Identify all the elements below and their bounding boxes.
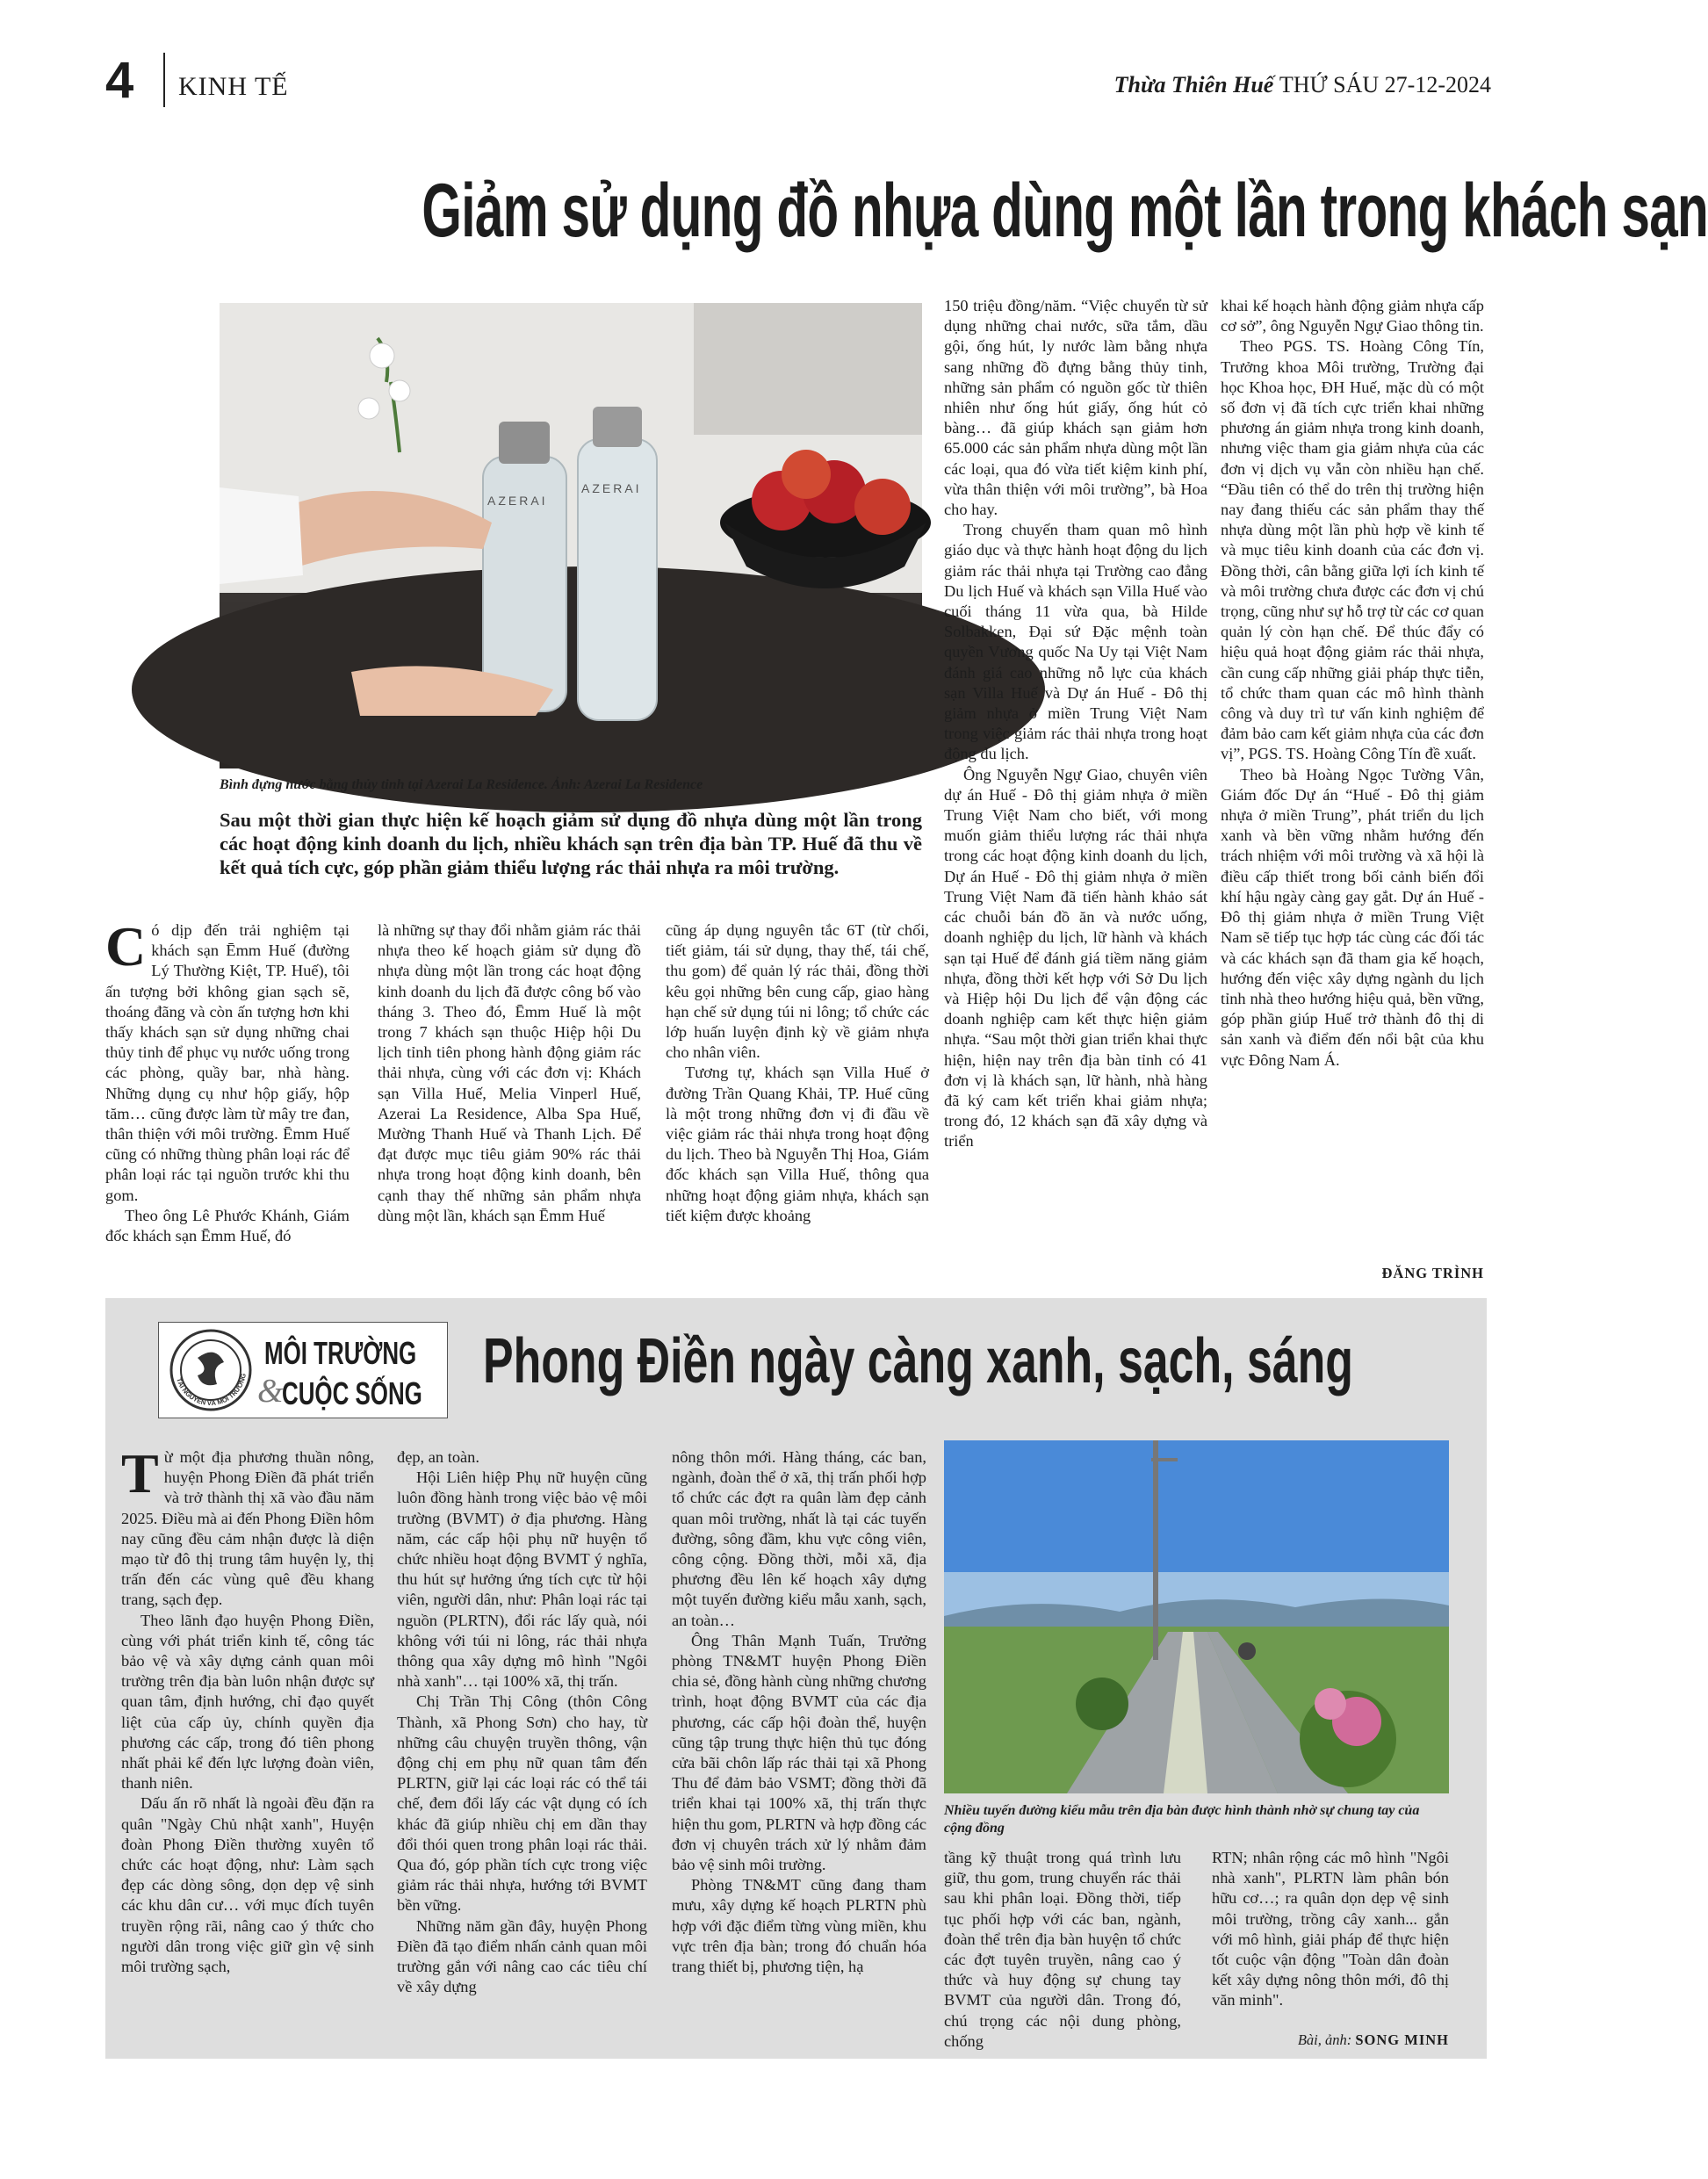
article2-column-1 (121, 1442, 374, 1977)
article1-photo (220, 303, 922, 768)
article1-headline: Giảm sử dụng đồ nhựa dùng một lần trong khách sạn (422, 169, 1708, 253)
road-landscape-illustration (944, 1440, 1449, 1793)
paragraph: cũng áp dụng nguyên tắc 6T (từ chối, tiết giảm, tái sử dụng, thay thế, tái chế, thu gom) để quản lý rác thải, đồng thời kêu gọi những bên cung cấp, giao hàng hạn chế sử dụng túi ni lông; tổ chức các lớp huấn luyện định kỳ về giảm nhựa cho nhân viên. (666, 921, 929, 1062)
section-title: KINH TẾ (178, 72, 289, 101)
paragraph: khai kế hoạch hành động giảm nhựa cấp cơ sở”, ông Nguyễn Ngự Giao thông tin. (1221, 297, 1484, 336)
logo-line-1: MÔI TRƯỜNG (264, 1335, 417, 1371)
glass-bottles-illustration (220, 303, 922, 768)
paragraph: Hội Liên hiệp Phụ nữ huyện cũng luôn đồng hành trong việc bảo vệ môi trường (BVMT) ở địa phương. Hàng năm, các cấp hội phụ nữ huyện tổ chức nhiều hoạt động BVMT ý nghĩa, thu hút sự hưởng ứng tích cực từ hội viên, người dân, như: Phân loại rác tại nguồn (PLRTN), đổi rác lấy quà, nói không với túi ni lông, rác thải nhựa thông qua xây dựng mô hình "Ngôi nhà xanh"… tại 100% xã, thị trấn. (397, 1468, 647, 1691)
logo-ampersand: & (257, 1373, 284, 1410)
article1-column-5 (1221, 296, 1484, 1071)
article2-drop-cap: T (121, 1442, 159, 1504)
header-divider (163, 53, 165, 107)
paragraph: Theo ông Lê Phước Khánh, Giám đốc khách sạn Ēmm Huế, đó (105, 1206, 350, 1245)
issue-date: THỨ SÁU 27-12-2024 (1279, 72, 1491, 97)
article2-byline (1212, 2031, 1449, 2049)
paragraph: nông thôn mới. Hàng tháng, các ban, ngành, đoàn thể ở xã, thị trấn phối hợp tổ chức các đợt ra quân làm đẹp cảnh quan môi trường, nhất là tại các tuyến đường, sông đầm, khu vực công viên, công cộng. Đồng thời, mỗi xã, địa phương đều lên kế hoạch xây dựng một tuyến đường kiểu mẫu xanh, sạch, an toàn… (672, 1448, 926, 1629)
article1-photo-caption: Bình đựng nước bằng thủy tinh tại Azerai La Residence. Ảnh: Azerai La Residence (220, 777, 703, 792)
paragraph: ó dịp đến trải nghiệm tại khách sạn Ēmm Huế (đường Lý Thường Kiệt, TP. Huế), tôi ấn tượng bởi không gian sạch sẽ, thoáng đãng và còn ấn tượng hơn khi thấy khách sạn sử dụng những chai thủy tinh để phục vụ nước uống trong các phòng, quầy bar, nhà hàng. Những dụng cụ như hộp giấy, hộp tăm… cũng được làm từ mây tre đan, thân thiện với môi trường. Ēmm Huế cũng có những thùng phân loại rác để phân loại rác tại nguồn trước khi thu gom. (105, 921, 350, 1204)
article2-column-3 (672, 1447, 926, 1977)
article1-column-2 (378, 920, 641, 1226)
article1-headline-wrap (220, 167, 1708, 263)
paragraph: tầng kỹ thuật trong quá trình lưu giữ, thu gom, trung chuyển rác thải sau khi phân loại. Đồng thời, tiếp tục phối hợp với các ban, ngành, đoàn thể trên địa bàn huyện tổ chức các đợt tuyên truyền, nâng cao ý thức và huy động sự chung tay BVMT của người dân. Trong đó, chú trọng các nội dung phòng, chống (944, 1849, 1181, 2050)
paragraph: Ông Nguyễn Ngự Giao, chuyên viên dự án Huế - Đô thị giảm nhựa ở miền Trung Việt Nam cho biết, với mong muốn giảm thiểu lượng rác thải nhựa trong các hoạt động kinh doanh du lịch, Dự án Huế - Đô thị giảm nhựa ở miền Trung Việt Nam đã tiến hành khảo sát các chuỗi bán đồ ăn và nước uống, doanh nghiệp du lịch, lữ hành và khách sạn tại Huế để đánh giá tiềm năng giảm nhựa, đồng thời kết hợp với Sở Du lịch và Hiệp hội Du lịch để vận động các doanh nghiệp cam kết thực hiện giảm nhựa. “Sau một thời gian triển khai thực hiện, hiện nay trên địa bàn tỉnh có 41 đơn vị là khách sạn, lữ hành, nhà hàng đã ký cam kết triển khai giảm nhựa; trong đó, 12 khách sạn đã xây dựng và triển (944, 765, 1207, 1151)
article2-column-2 (397, 1447, 647, 1997)
article1-sapo: Sau một thời gian thực hiện kế hoạch giảm sử dụng đồ nhựa dùng một lần trong các hoạt động kinh doanh du lịch, nhiều khách sạn trên địa bàn TP. Huế đã thu về kết quả tích cực, góp phần giảm thiểu lượng rác thải nhựa ra môi trường. (220, 809, 922, 878)
paragraph: Phòng TN&MT cũng đang tham mưu, xây dựng kế hoạch PLRTN phù hợp với đặc điểm từng vùng miền, khu vực trên địa bàn; trong đó chuẩn hóa trang thiết bị, phương tiện, hạ (672, 1876, 926, 1976)
bottle-label-text-2: AZERAI (581, 481, 642, 495)
logo-line-2: CUỘC SỐNG (282, 1375, 422, 1411)
paragraph: Những năm gần đây, huyện Phong Điền đã tạo điểm nhấn cảnh quan môi trường gắn với nâng cao các tiêu chí về xây dựng (397, 1916, 647, 1996)
publication-info (1114, 72, 1491, 98)
section-logo (158, 1322, 448, 1418)
article1-drop-cap: C (105, 915, 147, 978)
article1-column-1 (105, 915, 350, 1246)
article2-headline: Phong Điền ngày càng xanh, sạch, sáng (483, 1326, 1353, 1396)
paragraph: Ông Thân Mạnh Tuấn, Trưởng phòng TN&MT huyện Phong Điền chia sẻ, đồng hành cùng những chương trình, hoạt động BVMT của các địa phương, các cấp hội đoàn thể, huyện cũng tập trung thực hiện thủ tục đóng cửa bãi chôn lấp rác thải tại xã Phong Thu để đảm bảo VSMT; đồng thời đã triển khai tại 100% xã, thị trấn thực hiện thu gom, PLRTN và hợp đồng các đơn vị chuyên trách xử lý nhằm đảm bảo vệ sinh môi trường. (672, 1631, 926, 1874)
paragraph: đẹp, an toàn. (397, 1448, 479, 1466)
article1-column-4 (944, 296, 1207, 1152)
paragraph: RTN; nhân rộng các mô hình "Ngôi nhà xanh", PLRTN làm phân bón hữu cơ…; ra quân dọn dẹp vệ sinh môi trường, trồng cây xanh... gắn với mô hình, giải pháp để thực hiện tốt cuộc vận động "Toàn dân đoàn kết xây dựng nông thôn mới, đô thị văn minh". (1212, 1849, 1449, 2009)
page-number: 4 (105, 52, 134, 109)
paragraph: Tương tự, khách sạn Villa Huế ở đường Trần Quang Khải, TP. Huế cũng là một trong những đơn vị đi đầu về việc giảm rác thải nhựa trong hoạt động du lịch. Theo bà Nguyễn Thị Hoa, Giám đốc khách sạn Villa Huế, thông qua những hoạt động giảm nhựa, khách sạn tiết kiệm được khoảng (666, 1064, 929, 1224)
paragraph: Dấu ấn rõ nhất là ngoài đều đặn ra quân "Ngày Chủ nhật xanh", Huyện đoàn Phong Điền thường xuyên tổ chức các hoạt động, như: Làm sạch đẹp các dòng sông, dọn dẹp vệ sinh các khu dân cư… với mục đích tuyên truyền rộng rãi, nâng cao ý thức cho người dân trong việc giữ gìn vệ sinh môi trường sạch, (121, 1794, 374, 1976)
paragraph: Trong chuyến tham quan mô hình giáo dục và thực hành hoạt động du lịch giảm rác thải nhựa tại Trường cao đẳng Du lịch Huế và khách sạn Villa Huế vào cuối tháng 11 vừa qua, bà Hilde Solbakken, Đại sứ Đặc mệnh toàn quyền Vương quốc Na Uy tại Việt Nam đánh giá cao những nỗ lực của khách sạn Villa Huế và Dự án Huế - Đô thị giảm nhựa ở miền Trung Việt Nam trong việc giảm rác thải nhựa trong hoạt động du lịch. (944, 521, 1207, 763)
publication-name: Thừa Thiên Huế (1113, 72, 1274, 97)
article2-photo (944, 1440, 1449, 1793)
paragraph: ừ một địa phương thuần nông, huyện Phong Điền đã phát triển và trở thành thị xã vào đầu năm 2025. Điều mà ai đến Phong Điền hôm nay cũng đều cảm nhận được là diện mạo từ đô thị trung tâm huyện lỵ, thị trấn đến các vùng quê đều khang trang, sạch đẹp. (121, 1448, 374, 1609)
byline-name: SONG MINH (1355, 2031, 1449, 2048)
paragraph: 150 triệu đồng/năm. “Việc chuyển từ sử dụng những chai nước, sữa tắm, dầu gội, ống hút, ly nước làm bằng nhựa sang những đồ đựng bằng thủy tinh, những sản phẩm có nguồn gốc từ thiên nhiên như ống hút giấy, ống hút cỏ bàng… đã giúp khách sạn giảm hơn 65.000 các sản phẩm nhựa dùng một lần các loại, qua đó vừa tiết kiệm kinh phí, vừa thân thiện với môi trường”, bà Hoa cho hay. (944, 297, 1207, 519)
paragraph: Theo PGS. TS. Hoàng Công Tín, Trưởng khoa Môi trường, Trường đại học Khoa học, ĐH Huế, mặc dù có một số đơn vị đã tích cực triển khai những phương án giảm nhựa trong kinh doanh, nhưng việc tham gia giảm nhựa của các đơn vị dịch vụ vẫn còn nhiều hạn chế. “Đầu tiên có thể do trên thị trường hiện nay đang thiếu các sản phẩm thay thế nhựa dùng một lần phù hợp về kinh tế và mục tiêu kinh doanh của các đơn vị. Đồng thời, cân bằng giữa lợi ích kinh tế và môi trường chưa được các đơn vị chú trọng, cũng như sự hỗ trợ từ các cơ quan quản lý còn hạn chế. Để thúc đẩy có hiệu quả hoạt động giảm rác thải nhựa, cần cung cấp những giải pháp thực tiễn, tổ chức tham quan các mô hình thành công và duy trì tư vấn kinh nghiệm để đảm bảo cam kết giảm nhựa của các đơn vị”, PGS. TS. Hoàng Công Tín đề xuất. (1221, 337, 1484, 763)
paragraph: là những sự thay đổi nhằm giảm rác thải nhựa theo kế hoạch giảm sử dụng đồ nhựa dùng một lần trong các hoạt động kinh doanh du lịch đã được công bố vào tháng 3. Theo đó, Ēmm Huế là một trong 7 khách sạn thuộc Hiệp hội Du lịch tỉnh tiên phong hành động giảm rác thải nhựa, cùng với các đơn vị: Khách sạn Villa Huế, Melia Vinperl Huế, Azerai La Residence, Alba Spa Huế, Mường Thanh Huế và Thanh Lịch. Để đạt được mục tiêu giảm 90% rác thải nhựa trong hoạt động kinh doanh, bên cạnh thay thế những sản phẩm nhựa dùng một lần, khách sạn Ēmm Huế (378, 921, 641, 1224)
bottle-label-text: AZERAI (487, 494, 548, 508)
paragraph: Theo bà Hoàng Ngọc Tường Vân, Giám đốc Dự án “Huế - Đô thị giảm nhựa ở miền Trung”, phát triển du lịch xanh và bền vững nhằm hướng đến trách nhiệm với môi trường và xã hội là điều cấp thiết trong bối cảnh biến đổi khí hậu ngày càng gay gắt. Dự án Huế - Đô thị giảm nhựa ở miền Trung Việt Nam sẽ tiếp tục hợp tác cùng các đối tác và các khách sạn đã tham gia kế hoạch, hướng đến việc xây dựng ngành du lịch tỉnh nhà theo hướng hiệu quả, bền vững, góp phần giúp Huế trở thành đô thị di sản xanh và điểm đến nổi bật của khu vực Đông Nam Á. (1221, 765, 1484, 1069)
article2-column-4 (944, 1848, 1181, 2052)
emblem-ring-text: TÀI NGUYÊN VÀ MÔI TRƯỜNG (175, 1373, 248, 1408)
paragraph: Chị Trần Thị Công (thôn Công Thành, xã Phong Sơn) cho hay, từ những câu chuyện truyền thông, vận động chị em phụ nữ quan tâm đến PLRTN, giữ lại các loại rác có thể tái chế, đem đổi lấy các vật dụng có ích khác đã giúp nhiều chị em dần thay đổi thói quen trong phân loại rác thải. Qua đó, góp phần tích cực trong việc giảm rác thải nhựa, hướng tới BVMT bền vững. (397, 1692, 647, 1915)
article1-column-3 (666, 920, 929, 1226)
environment-emblem-icon (162, 1323, 259, 1418)
paragraph: Theo lãnh đạo huyện Phong Điền, cùng với phát triển kinh tế, công tác bảo vệ và xây dựng cảnh quan môi trường trên địa bàn luôn nhận được sự quan tâm, định hướng, chỉ đạo quyết liệt của cấp ủy, chính quyền địa phương các cấp, trong đó tiên phong nhất phải kể đến lực lượng đoàn viên, thanh niên. (121, 1611, 374, 1793)
byline-prefix: Bài, ảnh: (1297, 2031, 1356, 2048)
article1-byline: ĐĂNG TRÌNH (1381, 1265, 1484, 1281)
article2-photo-caption: Nhiều tuyến đường kiểu mẫu trên địa bàn được hình thành nhờ sự chung tay của cộng đồng (944, 1803, 1420, 1836)
article2-column-5 (1212, 1848, 1449, 2011)
